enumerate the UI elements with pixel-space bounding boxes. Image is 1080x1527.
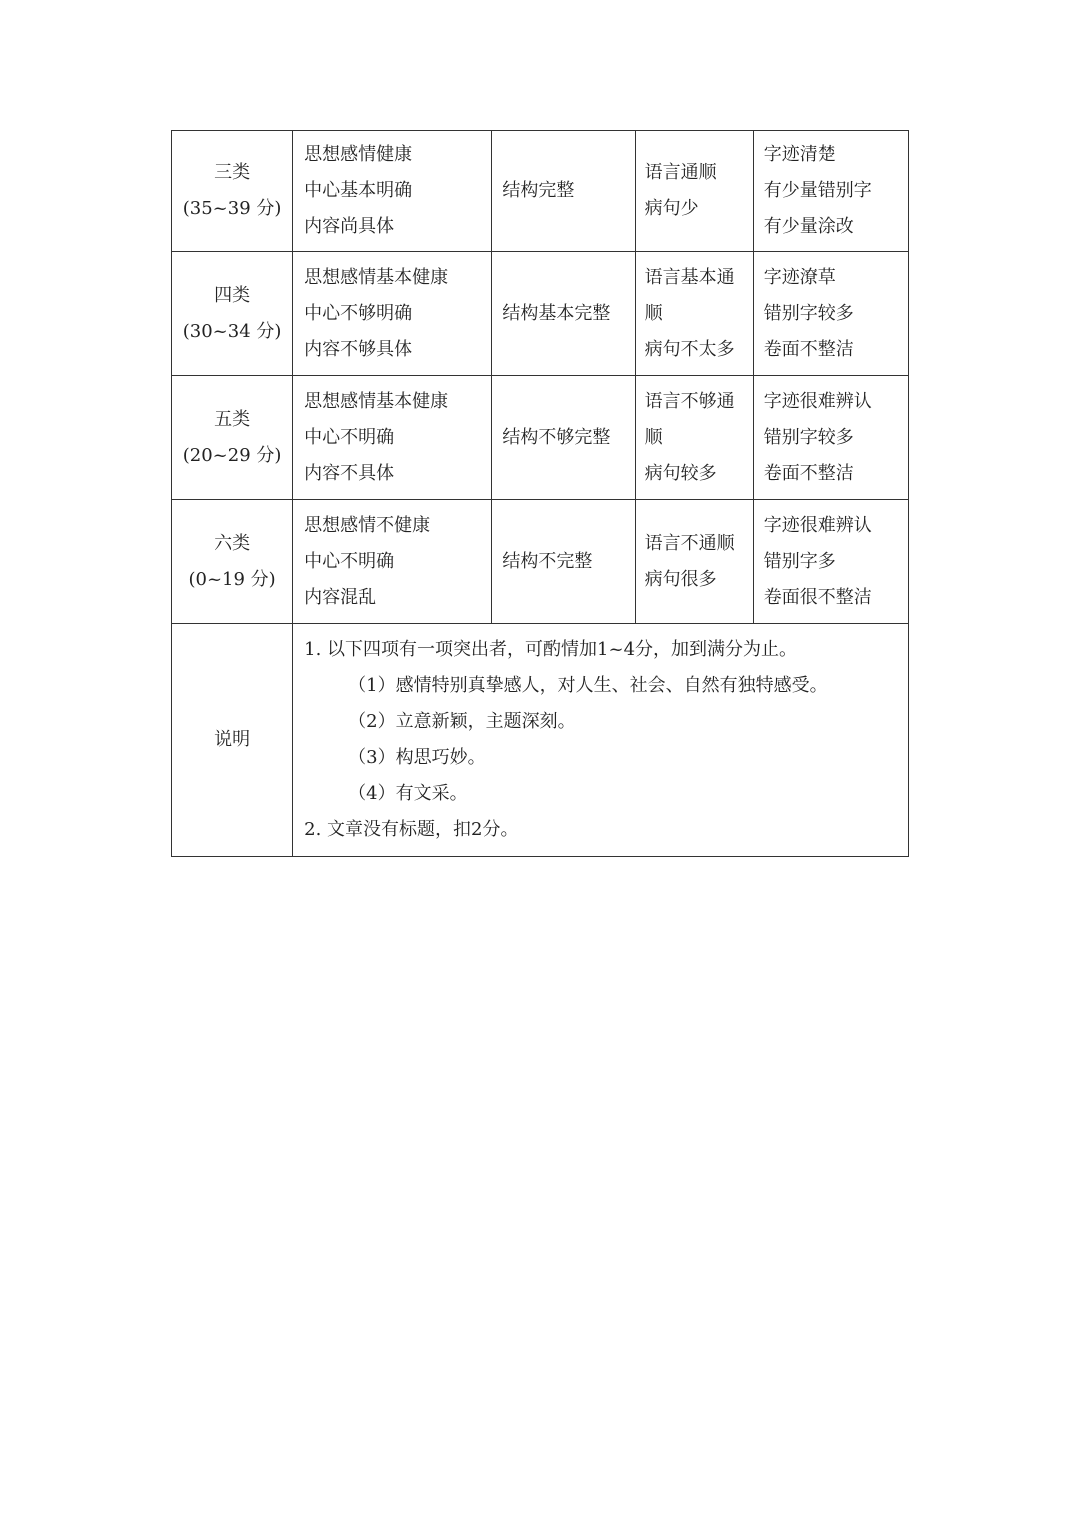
language-cell	[635, 131, 753, 252]
handwriting-line: 错别字较多	[763, 426, 854, 448]
category-cell	[172, 500, 293, 624]
structure-cell: 结构不够完整	[492, 376, 635, 500]
content-line: 思想感情健康	[304, 144, 413, 165]
handwriting-line: 字迹潦草	[763, 266, 836, 288]
handwriting-line: 卷面不整洁	[763, 462, 854, 484]
score-range: (35~39 分)	[182, 198, 282, 219]
structure-cell: 结构基本完整	[492, 252, 635, 376]
content-line: 中心不明确	[304, 426, 395, 448]
language-line: 病句很多	[644, 568, 717, 590]
category-name: 四类	[214, 284, 251, 306]
scoring-rubric-table	[171, 130, 909, 857]
note-sub-item: （2）立意新颖，主题深刻。	[348, 711, 576, 732]
content-line: 思想感情基本健康	[304, 266, 449, 288]
content-line: 内容不具体	[304, 462, 395, 484]
content-cell	[293, 131, 492, 252]
structure-cell: 结构完整	[492, 131, 635, 252]
structure-cell: 结构不完整	[492, 500, 635, 624]
note-item-2: 2. 文章没有标题，扣2分。	[304, 819, 519, 840]
handwriting-line: 卷面很不整洁	[763, 586, 872, 608]
handwriting-line: 字迹清楚	[763, 144, 836, 165]
language-line: 语言基本通顺	[644, 266, 735, 324]
language-line: 病句不太多	[644, 338, 735, 360]
language-cell	[635, 376, 753, 500]
handwriting-cell	[753, 376, 908, 500]
handwriting-line: 错别字多	[763, 550, 836, 572]
category-name: 六类	[214, 532, 251, 554]
content-line: 内容尚具体	[304, 216, 395, 237]
category-cell	[172, 376, 293, 500]
category-name: 五类	[214, 408, 251, 430]
content-line: 中心基本明确	[304, 180, 413, 201]
note-sub-item: （3）构思巧妙。	[348, 747, 486, 768]
content-line: 内容混乱	[304, 586, 377, 608]
handwriting-line: 有少量错别字	[763, 180, 872, 201]
note-sub-item: （4）有文采。	[348, 783, 468, 804]
language-line: 语言不够通顺	[644, 390, 735, 448]
content-line: 思想感情基本健康	[304, 390, 449, 412]
language-line: 病句较多	[644, 462, 717, 484]
content-line: 中心不明确	[304, 550, 395, 572]
handwriting-cell	[753, 131, 908, 252]
grade-row-6	[172, 500, 909, 624]
handwriting-cell	[753, 252, 908, 376]
category-name: 三类	[214, 162, 251, 183]
note-sub-item: （1）感情特别真挚感人，对人生、社会、自然有独特感受。	[348, 675, 828, 696]
notes-row	[172, 624, 909, 857]
category-cell	[172, 252, 293, 376]
grade-row-4	[172, 252, 909, 376]
notes-label-cell	[172, 624, 293, 857]
content-line: 思想感情不健康	[304, 514, 431, 536]
category-cell	[172, 131, 293, 252]
handwriting-line: 有少量涂改	[763, 216, 854, 237]
language-cell	[635, 252, 753, 376]
grade-row-3	[172, 131, 909, 252]
note-item-1: 1. 以下四项有一项突出者，可酌情加1~4分，加到满分为止。	[304, 639, 798, 660]
handwriting-line: 卷面不整洁	[763, 338, 854, 360]
content-line: 内容不够具体	[304, 338, 413, 360]
handwriting-cell	[753, 500, 908, 624]
handwriting-line: 字迹很难辨认	[763, 514, 872, 536]
notes-label: 说明	[214, 729, 251, 750]
language-line: 语言通顺	[644, 162, 717, 183]
grade-row-5	[172, 376, 909, 500]
handwriting-line: 错别字较多	[763, 302, 854, 324]
content-cell	[293, 252, 492, 376]
language-cell	[635, 500, 753, 624]
content-cell	[293, 376, 492, 500]
content-cell	[293, 500, 492, 624]
notes-content-cell	[293, 624, 909, 857]
language-line: 语言不通顺	[644, 532, 735, 554]
score-range: (30~34 分)	[182, 320, 282, 342]
content-line: 中心不够明确	[304, 302, 413, 324]
handwriting-line: 字迹很难辨认	[763, 390, 872, 412]
score-range: (20~29 分)	[182, 444, 282, 466]
score-range: (0~19 分)	[188, 568, 276, 590]
language-line: 病句少	[644, 198, 699, 219]
